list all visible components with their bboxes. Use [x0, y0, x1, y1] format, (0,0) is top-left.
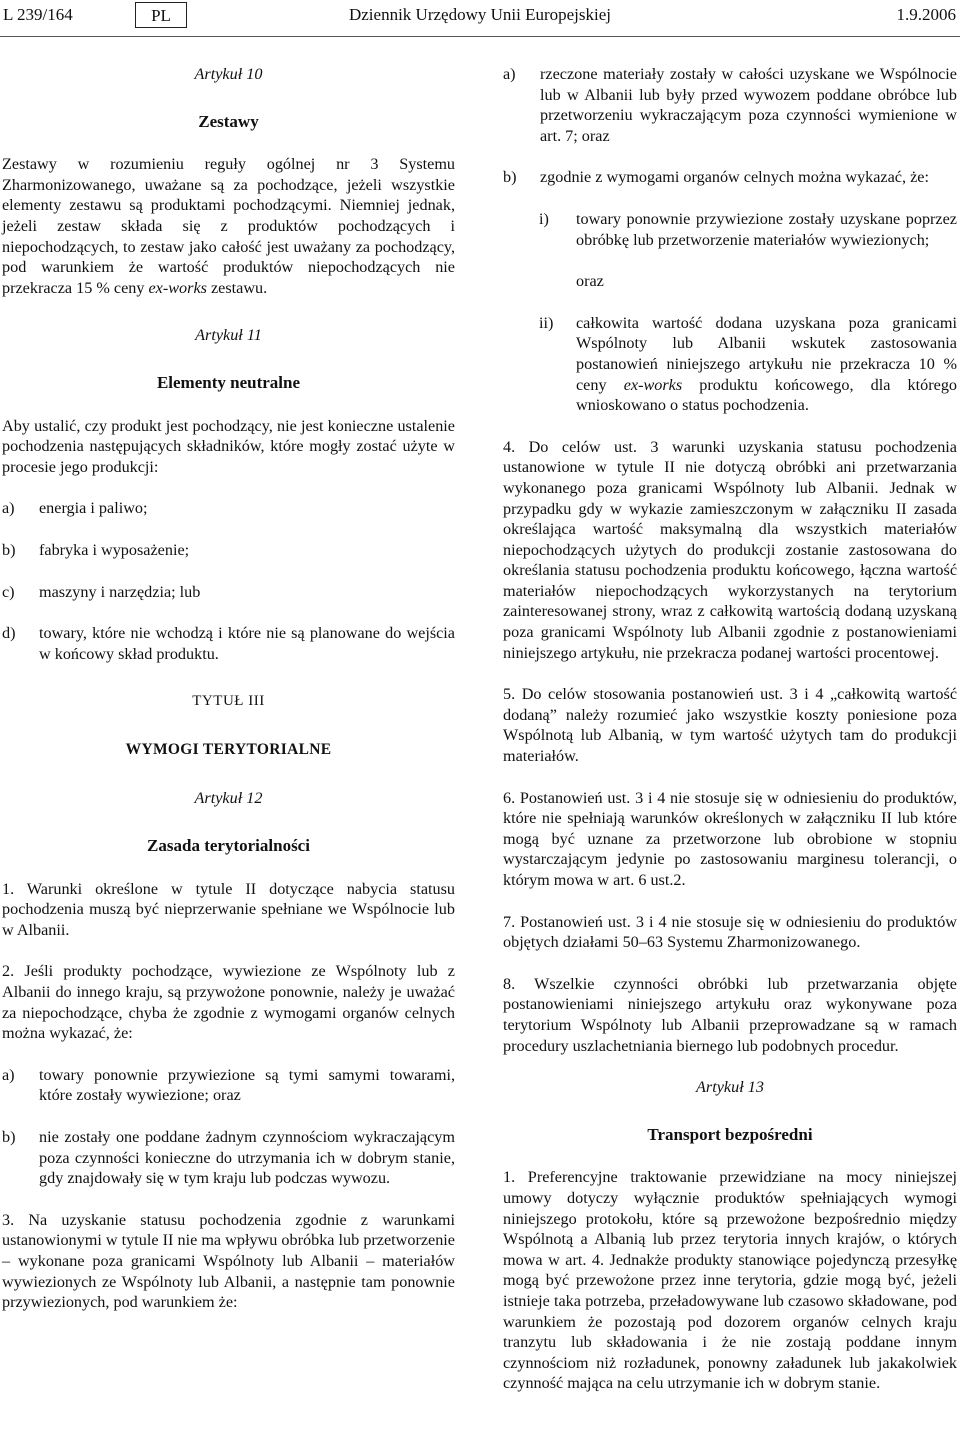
paragraph-7: 7. Postanowień ust. 3 i 4 nie stosuje się w odniesieniu do produktów objętych działami 50–63 Systemu Zharmonizowanego. [503, 912, 957, 952]
list-item [2, 582, 455, 603]
article-12-title: Zasada terytorialności [147, 836, 310, 856]
list-item-text: energia i paliwo; [39, 499, 148, 518]
list-item-label: b) [503, 168, 517, 187]
sub-list-item-text: towary ponownie przywiezione zostały uzyskane poprzez obróbkę lub przetworzenie materiałów wywiezionych; [576, 209, 957, 249]
paragraph-8: 8. Wszelkie czynności obróbki lub przetwarzania objęte postanowieniami niniejszego artykułu oraz wykonywane poza terytorium Wspólnoty lub Albanii przeprowadzane są w ramach procedury uszlachetniania biernego lub podobnych procedur. [503, 974, 957, 1055]
article-13-paragraph-1: 1. Preferencyjne traktowanie przewidziane na mocy niniejszej umowy dotyczy wyłącznie produktów spełniających wymogi niniejszego protokołu, które są przewożone bezpośrednio między Wspólnotą a Albanią lub przez terytoria innych krajów, o których mowa w art. 4. Jednakże produkty stanowiące pojedynczą przesyłkę mogą być przewożone przez inne terytoria, gdzie mogą być, jeżeli istnieje taka potrzeba, przeładowywane lub czasowo składowane, pod warunkiem że pozostają pod dozorem organów celnych kraju tranzytu lub składowania i że nie zostają poddane innym czynnościom niż rozładunek, ponowny załadunek lub jakakolwiek czynność mająca na celu utrzymanie ich w dobrym stanie. [503, 1168, 957, 1393]
paragraph-4: 4. Do celów ust. 3 warunki uzyskania statusu pochodzenia ustanowione w tytule II nie dotyczą obróbki ani przetwarzania wykonanego poza granicami Wspólnoty lub Albanii. Jednak w przypadku gdy w wykazie zamieszczonym w załączniku II zasada określająca wartość maksymalną dla wszystkich materiałów niepochodzących użytych do produkcji zostanie zastosowana do określania statusu pochodzenia produktu końcowego, łączna wartość materiałów niepochodzących wykorzystanych na terytorium zainteresowanej strony, wraz z całkowitą wartością dodaną uzyskaną poza granicami Wspólnoty lub Albanii zgodnie z postanowieniami niniejszego artykułu, nie przekracza podanej wartości procentowej. [503, 437, 957, 662]
header-divider [0, 36, 960, 37]
list-item-text: rzeczone materiały zostały w całości uzyskane we Wspólnocie lub w Albanii lub były przed wywozem poddane obróbce lub przetworzeniu wykraczającym poza czynności wymienione w art. 7; oraz [540, 65, 957, 145]
left-column [2, 56, 455, 1334]
article-12-number: Artykuł 12 [194, 789, 263, 808]
conjunction-text: oraz [576, 272, 604, 291]
list-item-text: towary, które nie wchodzą i które nie są planowane do wejścia w końcowy skład produktu. [39, 624, 455, 663]
list-item-label: c) [2, 582, 15, 601]
list-item-text: fabryka i wyposażenie; [39, 540, 190, 559]
paragraph-text: Zestawy w rozumieniu reguły ogólnej nr 3 Systemu Zharmonizowanego, uważane są za pochodzące, jeżeli wszystkie elementy zestawu są produktami pochodzącymi. Niemniej jednak, jeżeli zestaw składa się z produktów pochodzących i niepochodzących, to zestaw jako całość jest uważany za pochodzący, pod warunkiem że wartość produktów niepochodzących nie przekracza 15 % ceny [2, 155, 455, 297]
list-item-text: zgodnie z wymogami organów celnych można wykazać, że: [540, 168, 929, 187]
journal-title: Dziennik Urzędowy Unii Europejskiej [348, 5, 611, 24]
article-12-paragraph-3: 3. Na uzyskanie statusu pochodzenia zgodnie z warunkami ustanowionymi w tytule II nie ma wpływu obróbka lub przetworzenie – wykonane poza granicami Wspólnoty lub Albanii – materiałów wywiezionych ze Wspólnoty lub Albanii, a następnie tam ponownie przywiezionych, pod warunkiem że: [2, 1210, 455, 1312]
article-11-title: Elementy neutralne [156, 372, 301, 392]
sub-list-item-text: produktu końcowego, dla którego wnioskowano o status pochodzenia. [576, 375, 958, 415]
title-iii-name: WYMOGI TERYTORIALNE [125, 740, 332, 758]
sub-list-item-italic-term: ex-works [623, 375, 683, 394]
article-13-title: Transport bezpośredni [647, 1124, 813, 1144]
sub-list-item [503, 209, 957, 250]
sub-list-item-label: ii) [539, 313, 554, 332]
list-item-text: nie zostały one poddane żadnym czynnościom wykraczającym poza czynności konieczne do utrzymania ich w dobrym stanie, gdy znajdowały się w tym kraju lub podczas wywozu. [39, 1128, 455, 1188]
paragraph-5: 5. Do celów stosowania postanowień ust. 3 i 4 „całkowitą wartość dodaną” należy rozumieć jako wszystkie koszty poniesione poza Wspólnotą lub Albanią, w tym wartość użytych tam do produkcji materiałów. [503, 685, 957, 766]
list-item-text: maszyny i narzędzia; lub [39, 582, 201, 601]
paragraph-italic-term: ex-works [148, 278, 207, 297]
page-reference: L 239/164 [3, 5, 73, 24]
article-11-number: Artykuł 11 [195, 326, 262, 345]
article-12-paragraph-2: 2. Jeśli produkty pochodzące, wywiezione ze Wspólnoty lub z Albanii do innego kraju, są przywożone ponownie, należy je uważać za niepochodzące, chyba że zgodnie z wymogami organów celnych można wykazać, że: [2, 962, 455, 1043]
right-column [503, 64, 957, 1415]
list-item [2, 498, 455, 519]
list-item-text: towary ponownie przywiezione są tymi samymi towarami, które zostały wywiezione; oraz [39, 1065, 455, 1105]
publication-date: 1.9.2006 [896, 5, 956, 24]
list-item-label: a) [503, 65, 516, 83]
list-item-label: a) [2, 499, 15, 518]
list-item-label: b) [2, 540, 16, 559]
list-item [503, 167, 957, 188]
list-item-label: b) [2, 1128, 16, 1146]
article-10-title: Zestawy [198, 111, 259, 131]
article-10-number: Artykuł 10 [194, 65, 263, 83]
list-item [2, 1127, 455, 1189]
list-item [503, 64, 957, 146]
article-10-paragraph [2, 154, 455, 298]
paragraph-text: zestawu. [206, 278, 268, 297]
list-item-label: a) [2, 1065, 15, 1084]
sub-list-item-text: całkowita wartość dodana uzyskana poza granicami Wspólnoty lub Albanii wskutek zastosowania postanowień niniejszego artykułu nie przekracza 10 % ceny [576, 313, 957, 394]
paragraph-6: 6. Postanowień ust. 3 i 4 nie stosuje się w odniesieniu do produktów, które nie spełniają warunków określonych w załączniku II lub które mogą być uznane za przetworzone lub obrobione w stopniu wystarczającym jedynie po zastosowaniu marginesu tolerancji, o którym mowa w art. 6 ust.2. [503, 788, 957, 889]
list-item [2, 1065, 455, 1106]
title-iii-heading: TYTUŁ III [192, 693, 265, 710]
list-item [2, 540, 455, 561]
list-item [2, 623, 455, 664]
sub-list-item-label: i) [539, 209, 549, 228]
list-item-label: d) [2, 624, 16, 643]
page-header [0, 0, 960, 30]
article-13-number: Artykuł 13 [696, 1078, 764, 1097]
article-11-intro: Aby ustalić, czy produkt jest pochodzący, nie jest konieczne ustalenie pochodzenia następujących składników, które mogły zostać użyte w procesie jego produkcji: [2, 416, 455, 476]
sub-list-item [503, 313, 957, 416]
language-badge: PL [135, 2, 187, 28]
article-12-paragraph-1: 1. Warunki określone w tytule II dotyczące nabycia statusu pochodzenia muszą być nieprzerwanie spełniane we Wspólnocie lub w Albanii. [2, 879, 455, 939]
